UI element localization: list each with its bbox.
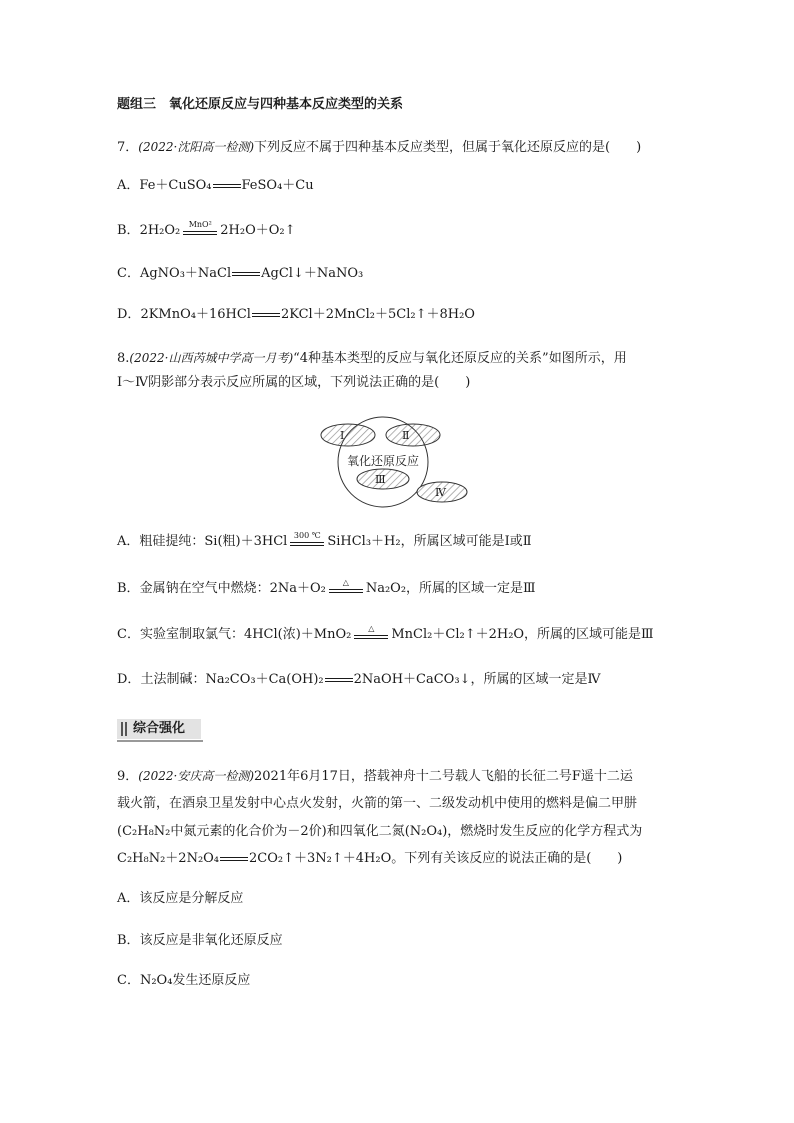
equals-sign — [325, 671, 353, 689]
q7-option-c[interactable] — [117, 265, 363, 283]
reaction-condition-sign — [290, 533, 324, 551]
question-8-stem-line1 — [117, 349, 627, 368]
region-iii-label: Ⅲ — [375, 473, 386, 486]
equation-lhs: 金属钠在空气中燃烧：2Na＋O₂ — [139, 581, 326, 596]
option-label: D． — [117, 307, 141, 322]
equation-lhs: 2H₂O₂ — [139, 223, 181, 238]
q7-option-d[interactable] — [117, 306, 475, 324]
option-label: D． — [117, 672, 141, 687]
question-number: 7． — [117, 140, 139, 155]
equation-rhs: FeSO₄＋Cu — [241, 178, 314, 193]
group-header: 题组三 氧化还原反应与四种基本反应类型的关系 — [117, 97, 404, 112]
equation-rhs: SiHCl₃＋H₂，所属区域可能是Ⅰ或Ⅱ — [327, 534, 532, 549]
question-9-line1 — [117, 767, 633, 786]
equation-rhs: 2CO₂↑＋3N₂↑＋4H₂O。下列有关该反应的说法正确的是( ) — [249, 851, 623, 866]
section-title: 综合强化 — [133, 721, 186, 736]
question-text: 2021年6月17日，搭载神舟十二号载人飞船的长征二号F遥十二运 — [254, 769, 633, 784]
reaction-condition: △ — [368, 624, 375, 633]
reaction-types-diagram — [318, 415, 478, 510]
question-number: 8. — [117, 351, 130, 366]
option-label: B． — [117, 933, 140, 948]
equals-sign — [232, 265, 260, 283]
region-i-label: Ⅰ — [340, 429, 345, 442]
equation-lhs: 土法制碱：Na₂CO₃＋Ca(OH)₂ — [140, 672, 324, 687]
question-source: (2022·安庆高一检测) — [138, 769, 254, 783]
q8-option-b[interactable] — [117, 580, 536, 598]
option-label: A． — [117, 891, 140, 906]
question-number: 9． — [117, 769, 139, 784]
question-9-line4 — [117, 850, 622, 868]
equation-rhs: 2H₂O＋O₂↑ — [220, 223, 296, 238]
reaction-condition: 300 ℃ — [293, 531, 321, 540]
option-label: A． — [117, 178, 140, 193]
question-9-line3: (C₂H₈N₂中氮元素的化合价为－2价)和四氧化二氮(N₂O₄)，燃烧时发生反应的化学方程式为 — [117, 824, 643, 839]
option-label: B． — [117, 581, 140, 596]
region-i-ellipse — [321, 424, 375, 446]
equation-lhs: 2KMnO₄＋16HCl — [140, 307, 251, 322]
reaction-condition: MnO² — [188, 220, 212, 229]
section-marker-icon — [121, 722, 127, 736]
option-text: 该反应是分解反应 — [139, 891, 244, 906]
q8-option-a[interactable] — [117, 533, 532, 551]
option-text: N₂O₄发生还原反应 — [139, 973, 251, 988]
equation-lhs: C₂H₈N₂＋2N₂O₄ — [117, 851, 220, 866]
region-center-label: 氧化还原反应 — [346, 454, 420, 468]
q8-option-c[interactable] — [117, 626, 654, 644]
equals-sign — [213, 177, 241, 195]
region-ii-label: Ⅱ — [402, 429, 410, 442]
equation-lhs: 实验室制取氯气：4HCl(浓)＋MnO₂ — [139, 627, 352, 642]
question-text: 下列反应不属于四种基本反应类型，但属于氧化还原反应的是( ) — [254, 140, 642, 155]
reaction-condition-sign — [354, 626, 388, 644]
question-text: “4种基本类型的反应与氧化还原反应的关系”如图所示，用 — [293, 351, 627, 366]
option-label: C． — [117, 266, 140, 281]
equation-lhs: 粗硅提纯：Si(粗)＋3HCl — [139, 534, 288, 549]
q9-option-a[interactable] — [117, 890, 243, 908]
reaction-condition: △ — [342, 578, 349, 587]
reaction-condition-sign — [329, 580, 363, 598]
q7-option-b[interactable] — [117, 222, 296, 240]
option-label: A． — [117, 534, 140, 549]
question-source: (2022·沈阳高一检测) — [138, 140, 254, 154]
option-label: C． — [117, 973, 140, 988]
equation-rhs: Na₂O₂，所属的区域一定是Ⅲ — [365, 581, 536, 596]
question-7-stem — [117, 138, 641, 157]
option-label: B． — [117, 223, 140, 238]
q9-option-c[interactable] — [117, 972, 250, 990]
equation-lhs: AgNO₃＋NaCl — [139, 266, 232, 281]
question-9-line2: 载火箭，在酒泉卫星发射中心点火发射，火箭的第一、二级发动机中使用的燃料是偏二甲肼 — [117, 796, 638, 811]
q8-option-d[interactable] — [117, 671, 600, 689]
equation-rhs: 2KCl＋2MnCl₂＋5Cl₂↑＋8H₂O — [280, 307, 475, 322]
equation-rhs: 2NaOH＋CaCO₃↓，所属的区域一定是Ⅳ — [353, 672, 601, 687]
region-iv-label: Ⅳ — [435, 486, 446, 499]
q9-option-b[interactable] — [117, 932, 283, 950]
equation-lhs: Fe＋CuSO₄ — [139, 178, 212, 193]
option-text: 该反应是非氧化还原反应 — [139, 933, 283, 948]
section-header — [117, 719, 201, 739]
q7-option-a[interactable] — [117, 177, 314, 195]
reaction-condition-sign — [183, 222, 217, 240]
option-label: C． — [117, 627, 140, 642]
equals-sign — [220, 850, 248, 868]
region-ii-ellipse — [386, 424, 440, 446]
equation-rhs: AgCl↓＋NaNO₃ — [261, 266, 364, 281]
equation-rhs: MnCl₂＋Cl₂↑＋2H₂O，所属的区域可能是Ⅲ — [391, 627, 654, 642]
equals-sign — [252, 306, 280, 324]
question-source: (2022·山西芮城中学高一月考) — [129, 351, 294, 365]
question-8-stem-line2: Ⅰ～Ⅳ阴影部分表示反应所属的区域，下列说法正确的是( ) — [117, 375, 471, 390]
